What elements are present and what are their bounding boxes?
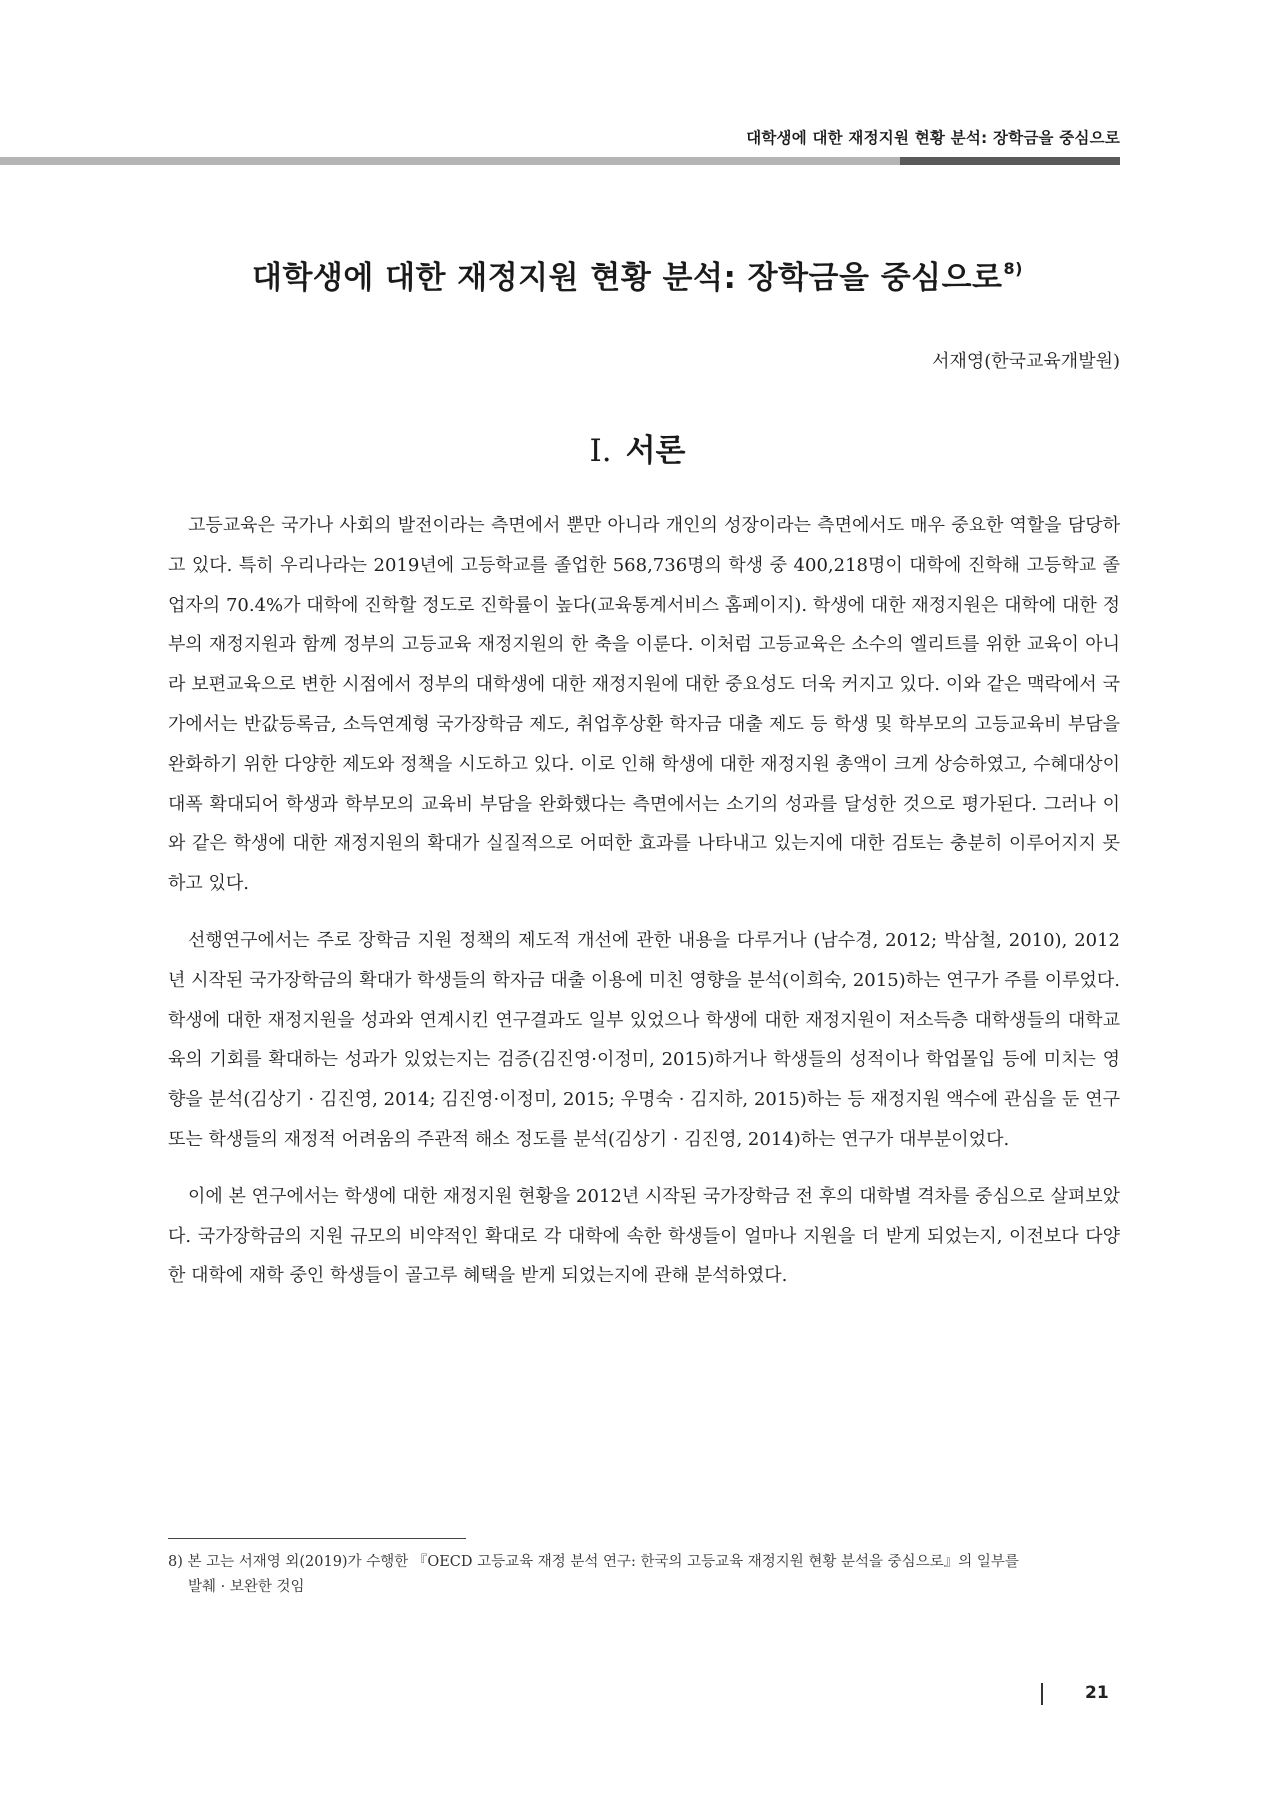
author-affiliation: 서재영(한국교육개발원) <box>932 351 1120 372</box>
page-number-divider <box>1041 1683 1043 1705</box>
section-title: 서론 <box>625 433 686 469</box>
title-footnote-ref[interactable]: 8) <box>1003 259 1023 278</box>
article-title-text: 대학생에 대한 재정지원 현황 분석: 장학금을 중심으로 <box>252 260 1003 296</box>
running-header: 대학생에 대한 재정지원 현황 분석: 장학금을 중심으로 <box>746 129 1120 147</box>
header-rule-light <box>0 157 900 165</box>
footnote <box>168 1550 1120 1600</box>
section-heading <box>0 425 1275 470</box>
paragraph-3: 이에 본 연구에서는 학생에 대한 재정지원 현황을 2012년 시작된 국가장학금 전 후의 대학별 격차를 중심으로 살펴보았다. 국가장학금의 지원 규모의 비약적인 확대로 각 대학에 속한 학생들이 얼마나 지원을 더 받게 되었는지, 이전보다 다양한 대학에 재학 중인 학생들이 골고루 혜택을 받게 되었는지에 관해 분석하였다. <box>168 1185 1120 1287</box>
section-number: Ⅰ. <box>589 433 612 469</box>
footnote-divider <box>168 1538 466 1539</box>
article-title <box>0 252 1275 297</box>
header-rule-dark <box>900 157 1120 165</box>
footnote-line-2: 발췌 · 보완한 것임 <box>188 1579 305 1595</box>
paragraph-2: 선행연구에서는 주로 장학금 지원 정책의 제도적 개선에 관한 내용을 다루거나 (남수경, 2012; 박삼철, 2010), 2012년 시작된 국가장학금의 확대가 학생들의 학자금 대출 이용에 미친 영향을 분석(이희숙, 2015)하는 연구가 주를 이루었다. 학생에 대한 재정지원을 성과와 연계시킨 연구결과도 일부 있었으나 학생에 대한 재정지원이 저소득층 대학생들의 대학교육의 기회를 확대하는 성과가 있었는지는 검증(김진영·이정미, 2015)하거나 학생들의 성적이나 학업몰입 등에 미치는 영향을 분석(김상기 · 김진영, 2014; 김진영·이정미, 2015; 우명숙 · 김지하, 2015)하는 등 재정지원 액수에 관심을 둔 연구 또는 학생들의 재정적 어려움의 주관적 해소 정도를 분석(김상기 · 김진영, 2014)하는 연구가 대부분이었다. <box>168 929 1120 1150</box>
footnote-line-1: 8) 본 고는 서재영 외(2019)가 수행한 『OECD 고등교육 재정 분석 연구: 한국의 고등교육 재정지원 현황 분석을 중심으로』의 일부를 <box>168 1554 1019 1570</box>
paragraph-1: 고등교육은 국가나 사회의 발전이라는 측면에서 뿐만 아니라 개인의 성장이라는 측면에서도 매우 중요한 역할을 담당하고 있다. 특히 우리나라는 2019년에 고등학교를 졸업한 568,736명의 학생 중 400,218명이 대학에 진학해 고등학교 졸업자의 70.4%가 대학에 진학할 정도로 진학률이 높다(교육통계서비스 홈페이지). 학생에 대한 재정지원은 대학에 대한 정부의 재정지원과 함께 정부의 고등교육 재정지원의 한 축을 이룬다. 이처럼 고등교육은 소수의 엘리트를 위한 교육이 아니라 보편교육으로 변한 시점에서 정부의 대학생에 대한 재정지원에 대한 중요성도 더욱 커지고 있다. 이와 같은 맥락에서 국가에서는 반값등록금, 소득연계형 국가장학금 제도, 취업후상환 학자금 대출 제도 등 학생 및 학부모의 고등교육비 부담을 완화하기 위한 다양한 제도와 정책을 시도하고 있다. 이로 인해 학생에 대한 재정지원 총액이 크게 상승하였고, 수혜대상이 대폭 확대되어 학생과 학부모의 교육비 부담을 완화했다는 측면에서는 소기의 성과를 달성한 것으로 평가된다. 그러나 이와 같은 학생에 대한 재정지원의 확대가 실질적으로 어떠한 효과를 나타내고 있는지에 대한 검토는 충분히 이루어지지 못하고 있다. <box>168 515 1120 895</box>
body-text <box>168 506 1120 1313</box>
page-number: 21 <box>1085 1683 1109 1703</box>
